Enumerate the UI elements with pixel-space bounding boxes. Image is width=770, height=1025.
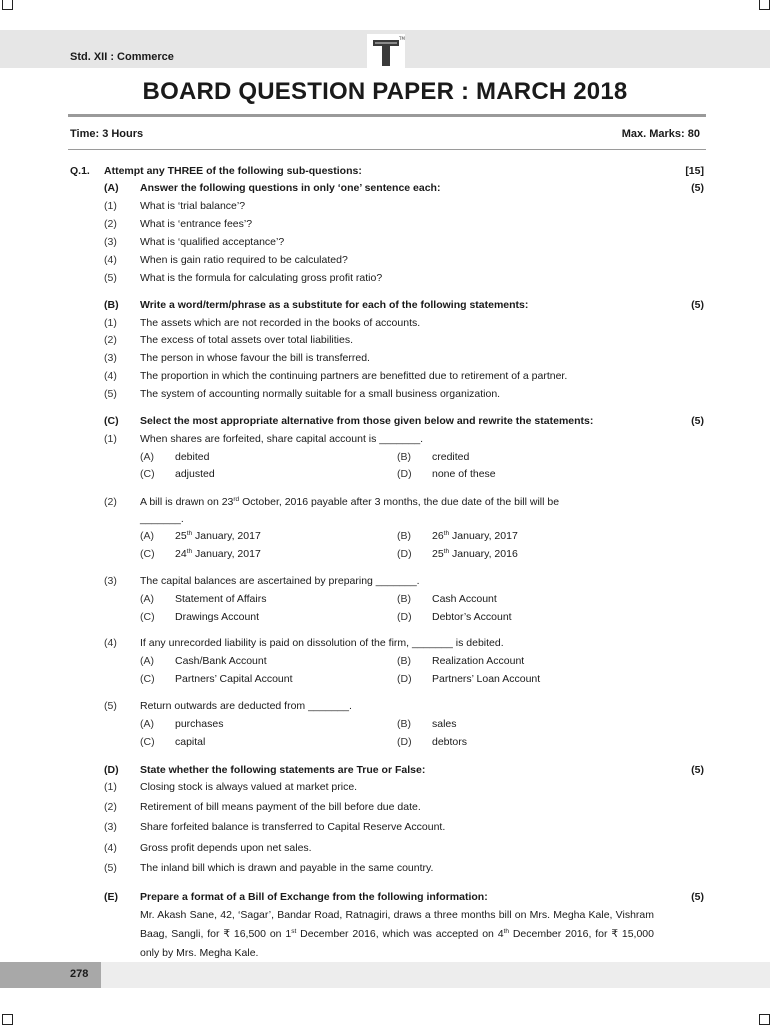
option-label: (A) [140, 718, 154, 730]
section-d-marks: (5) [691, 764, 704, 776]
crop-mark-top-left [2, 0, 13, 10]
option-text: 25th January, 2017 [175, 530, 261, 542]
list-item-number: (2) [104, 218, 117, 230]
list-item-number: (4) [104, 254, 117, 266]
option-label: (C) [140, 468, 155, 480]
meta-rule [68, 149, 706, 150]
option-text: Cash Account [432, 593, 497, 605]
max-marks: Max. Marks: 80 [621, 128, 700, 140]
option-text: debtors [432, 736, 468, 748]
section-a-label: (A) [104, 182, 119, 194]
list-item: Retirement of bill means payment of the bill before due date. [140, 801, 421, 813]
list-item-number: (5) [104, 388, 117, 400]
list-item: What is ‘trial balance’? [140, 200, 246, 212]
option-text: 24th January, 2017 [175, 548, 261, 560]
list-item: The person in whose favour the bill is transferred. [140, 352, 370, 364]
footer-band [0, 962, 770, 988]
list-item-number: (4) [104, 842, 117, 854]
list-item-number: (2) [104, 801, 117, 813]
option-text: 25th January, 2016 [432, 548, 518, 560]
crop-mark-top-right [759, 0, 770, 10]
option-label: (D) [397, 673, 412, 685]
list-item: When is gain ratio required to be calculated? [140, 254, 348, 266]
option-text: none of these [432, 468, 496, 480]
standard-label: Std. XII : Commerce [70, 51, 174, 63]
option-text: Statement of Affairs [175, 593, 267, 605]
option-text: Partners’ Loan Account [432, 673, 541, 685]
list-item: The assets which are not recorded in the books of accounts. [140, 317, 421, 329]
option-text: purchases [175, 718, 224, 730]
question-instruction: Attempt any THREE of the following sub-questions: [104, 165, 362, 177]
option-label: (B) [397, 718, 411, 730]
list-item-number: (5) [104, 272, 117, 284]
option-label: (C) [140, 736, 155, 748]
page-number: 278 [70, 968, 89, 980]
list-item: What is ‘qualified acceptance’? [140, 236, 285, 248]
mcq-stem: A bill is drawn on 23rd October, 2016 payable after 3 months, the due date of the bill will be [140, 496, 560, 508]
list-item: The proportion in which the continuing partners are benefitted due to retirement of a partner. [140, 370, 568, 382]
list-item: What is ‘entrance fees’? [140, 218, 253, 230]
option-text: Cash/Bank Account [175, 655, 267, 667]
mcq-number: (5) [104, 700, 117, 712]
section-e-label: (E) [104, 891, 118, 903]
option-label: (D) [397, 468, 412, 480]
option-label: (C) [140, 548, 155, 560]
option-label: (A) [140, 655, 154, 667]
list-item-number: (4) [104, 370, 117, 382]
option-label: (A) [140, 593, 154, 605]
option-label: (C) [140, 673, 155, 685]
list-item-number: (3) [104, 821, 117, 833]
title-rule [68, 114, 706, 117]
question-marks: [15] [685, 165, 704, 177]
option-label: (D) [397, 611, 412, 623]
section-b-heading: Write a word/term/phrase as a substitute for each of the following statements: [140, 299, 529, 311]
option-label: (B) [397, 530, 411, 542]
list-item: The inland bill which is drawn and payable in the same country. [140, 862, 434, 874]
option-label: (C) [140, 611, 155, 623]
mcq-stem: The capital balances are ascertained by preparing _______. [140, 575, 420, 587]
publisher-logo-icon [363, 34, 409, 68]
list-item-number: (1) [104, 781, 117, 793]
section-e-heading: Prepare a format of a Bill of Exchange from the following information: [140, 891, 488, 903]
option-label: (A) [140, 530, 154, 542]
option-text: adjusted [175, 468, 215, 480]
question-number: Q.1. [70, 165, 90, 177]
section-a-marks: (5) [691, 182, 704, 194]
option-text: credited [432, 451, 470, 463]
option-text: Drawings Account [175, 611, 260, 623]
list-item-number: (2) [104, 334, 117, 346]
list-item: The excess of total assets over total liabilities. [140, 334, 354, 346]
time-allowed: Time: 3 Hours [70, 128, 144, 140]
crop-mark-bottom-left [2, 1014, 13, 1025]
mcq-number: (1) [104, 433, 117, 445]
option-label: (D) [397, 548, 412, 560]
list-item: Closing stock is always valued at market price. [140, 781, 358, 793]
list-item: The system of accounting normally suitable for a small business organization. [140, 388, 501, 400]
section-a-heading: Answer the following questions in only ‘one’ sentence each: [140, 182, 441, 194]
page-title: BOARD QUESTION PAPER : MARCH 2018 [142, 78, 628, 105]
mcq-number: (4) [104, 637, 117, 649]
section-c-heading: Select the most appropriate alternative from those given below and rewrite the statements: [140, 415, 594, 427]
option-text: 26th January, 2017 [432, 530, 518, 542]
section-c-marks: (5) [691, 415, 704, 427]
option-text: capital [175, 736, 206, 748]
mcq-stem: If any unrecorded liability is paid on dissolution of the firm, _______ is debited. [140, 637, 504, 649]
svg-text:TM: TM [399, 36, 405, 41]
section-d-label: (D) [104, 764, 119, 776]
list-item-number: (5) [104, 862, 117, 874]
section-c-label: (C) [104, 415, 119, 427]
option-label: (B) [397, 655, 411, 667]
option-text: sales [432, 718, 457, 730]
list-item-number: (3) [104, 352, 117, 364]
option-label: (B) [397, 451, 411, 463]
list-item: Share forfeited balance is transferred to Capital Reserve Account. [140, 821, 446, 833]
section-e-marks: (5) [691, 891, 704, 903]
mcq-stem: Return outwards are deducted from _______. [140, 700, 352, 712]
section-e-paragraph: Mr. Akash Sane, 42, ‘Sagar’, Bandar Road, Ratnagiri, draws a three months bill on Mrs. Megha Kale, Vishram Baag, Sangli, for ₹ 16,500 on 1st December 2016, which was accepted on 4th December 2016, for ₹ 15,000 only by Mrs. Megha Kale. [140, 909, 654, 959]
option-label: (B) [397, 593, 411, 605]
mcq-stem: When shares are forfeited, share capital account is _______. [140, 433, 424, 445]
list-item-number: (3) [104, 236, 117, 248]
list-item: Gross profit depends upon net sales. [140, 842, 312, 854]
option-text: Realization Account [432, 655, 525, 667]
mcq-number: (3) [104, 575, 117, 587]
option-text: Partners’ Capital Account [175, 673, 293, 685]
option-text: Debtor’s Account [432, 611, 512, 623]
crop-mark-bottom-right [759, 1014, 770, 1025]
option-text: debited [175, 451, 210, 463]
mcq-blank: _______. [140, 513, 184, 525]
option-label: (D) [397, 736, 412, 748]
mcq-number: (2) [104, 496, 117, 508]
list-item-number: (1) [104, 317, 117, 329]
option-label: (A) [140, 451, 154, 463]
list-item: What is the formula for calculating gross profit ratio? [140, 272, 383, 284]
list-item-number: (1) [104, 200, 117, 212]
section-d-heading: State whether the following statements are True or False: [140, 764, 426, 776]
section-b-marks: (5) [691, 299, 704, 311]
section-b-label: (B) [104, 299, 119, 311]
